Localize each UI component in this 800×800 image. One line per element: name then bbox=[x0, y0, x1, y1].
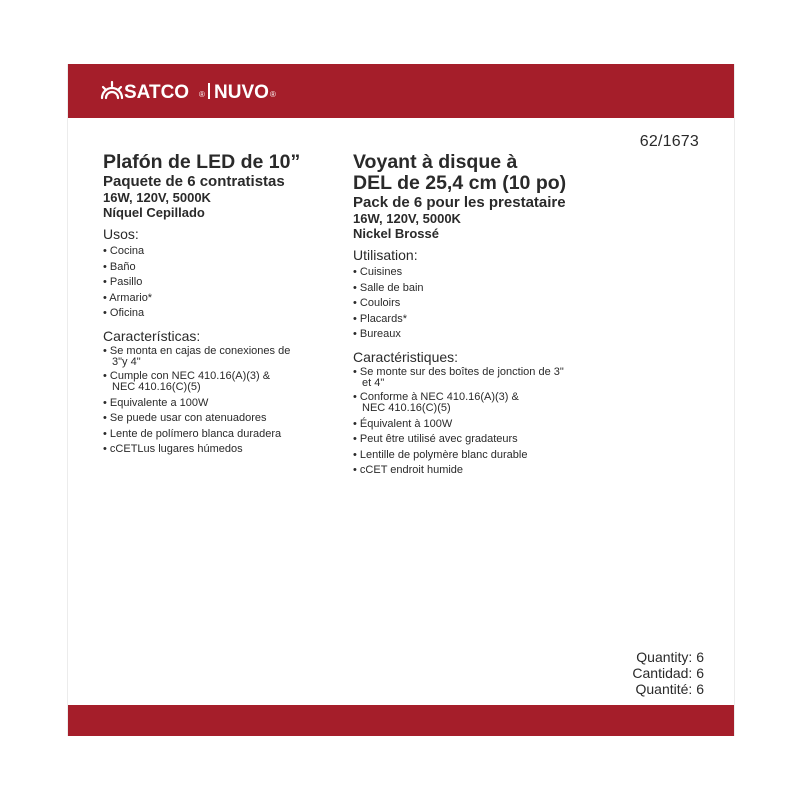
list-item: • cCET endroit humide bbox=[353, 464, 464, 476]
spanish-title: Plafón de LED de 10” bbox=[103, 151, 301, 173]
french-finish: Nickel Brossé bbox=[353, 226, 439, 241]
list-item: • cCETLus lugares húmedos bbox=[103, 443, 243, 455]
brand-logo bbox=[100, 77, 290, 105]
spanish-uses-heading: Usos: bbox=[103, 226, 139, 242]
list-item: • Équivalent à 100W bbox=[353, 417, 453, 430]
french-features-heading: Caractéristiques: bbox=[353, 348, 459, 365]
spanish-uses-list bbox=[103, 244, 338, 322]
bottom-band bbox=[68, 705, 734, 736]
list-item: • Baño bbox=[103, 260, 136, 273]
list-item: • Conforme à NEC 410.16(A)(3) & NEC 410.16(C)(5) bbox=[353, 390, 519, 414]
list-item: • Equivalente a 100W bbox=[103, 396, 209, 409]
french-column bbox=[353, 152, 603, 479]
french-features-list bbox=[353, 367, 603, 479]
brand-name-right: NUVO bbox=[214, 82, 269, 103]
french-uses-heading: Utilisation: bbox=[353, 247, 418, 263]
svg-text:®: ® bbox=[270, 90, 276, 99]
list-item: • Cumple con NEC 410.16(A)(3) & NEC 410.16(C)(5) bbox=[103, 369, 271, 393]
list-item: • Lentille de polymère blanc durable bbox=[353, 448, 528, 461]
french-specs: 16W, 120V, 5000K bbox=[353, 211, 461, 226]
svg-text:®: ® bbox=[199, 90, 205, 99]
sku-number: 62/1673 bbox=[639, 133, 699, 150]
list-item: • Se monte sur des boîtes de jonction de 3" et 4" bbox=[353, 365, 564, 389]
french-title-line2: DEL de 25,4 cm (10 po) bbox=[353, 172, 567, 194]
quantity-es: Cantidad: 6 bbox=[632, 665, 704, 681]
list-item: • Pasillo bbox=[103, 276, 143, 288]
list-item: • Lente de polímero blanca duradera bbox=[103, 427, 282, 440]
list-item: • Salle de bain bbox=[353, 281, 424, 294]
list-item: • Armario* bbox=[103, 291, 153, 304]
list-item: • Se monta en cajas de conexiones de 3"y 4" bbox=[103, 344, 291, 368]
spanish-features-list bbox=[103, 346, 338, 458]
spanish-column bbox=[103, 152, 338, 458]
list-item: • Placards* bbox=[353, 312, 407, 325]
list-item: • Peut être utilisé avec gradateurs bbox=[353, 433, 518, 445]
top-brand-band bbox=[68, 64, 734, 118]
list-item: • Oficina bbox=[103, 307, 145, 319]
list-item: • Se puede usar con atenuadores bbox=[103, 412, 267, 424]
spanish-features-heading: Características: bbox=[103, 327, 201, 344]
product-label bbox=[67, 64, 735, 736]
french-title-line1: Voyant à disque à bbox=[353, 151, 518, 173]
satco-nuvo-logo-icon bbox=[100, 78, 290, 104]
quantity-block bbox=[632, 649, 704, 697]
quantity-fr: Quantité: 6 bbox=[635, 681, 704, 697]
french-subtitle: Pack de 6 pour les prestataire bbox=[353, 194, 566, 211]
list-item: • Bureaux bbox=[353, 328, 401, 340]
spanish-specs: 16W, 120V, 5000K bbox=[103, 190, 211, 205]
brand-name-left: SATCO bbox=[124, 82, 190, 103]
quantity-en: Quantity: 6 bbox=[636, 649, 704, 665]
french-uses-list bbox=[353, 265, 603, 343]
spanish-finish: Níquel Cepillado bbox=[103, 205, 205, 220]
spanish-subtitle: Paquete de 6 contratistas bbox=[103, 173, 285, 190]
list-item: • Cocina bbox=[103, 245, 145, 257]
list-item: • Cuisines bbox=[353, 266, 403, 278]
list-item: • Couloirs bbox=[353, 297, 401, 309]
